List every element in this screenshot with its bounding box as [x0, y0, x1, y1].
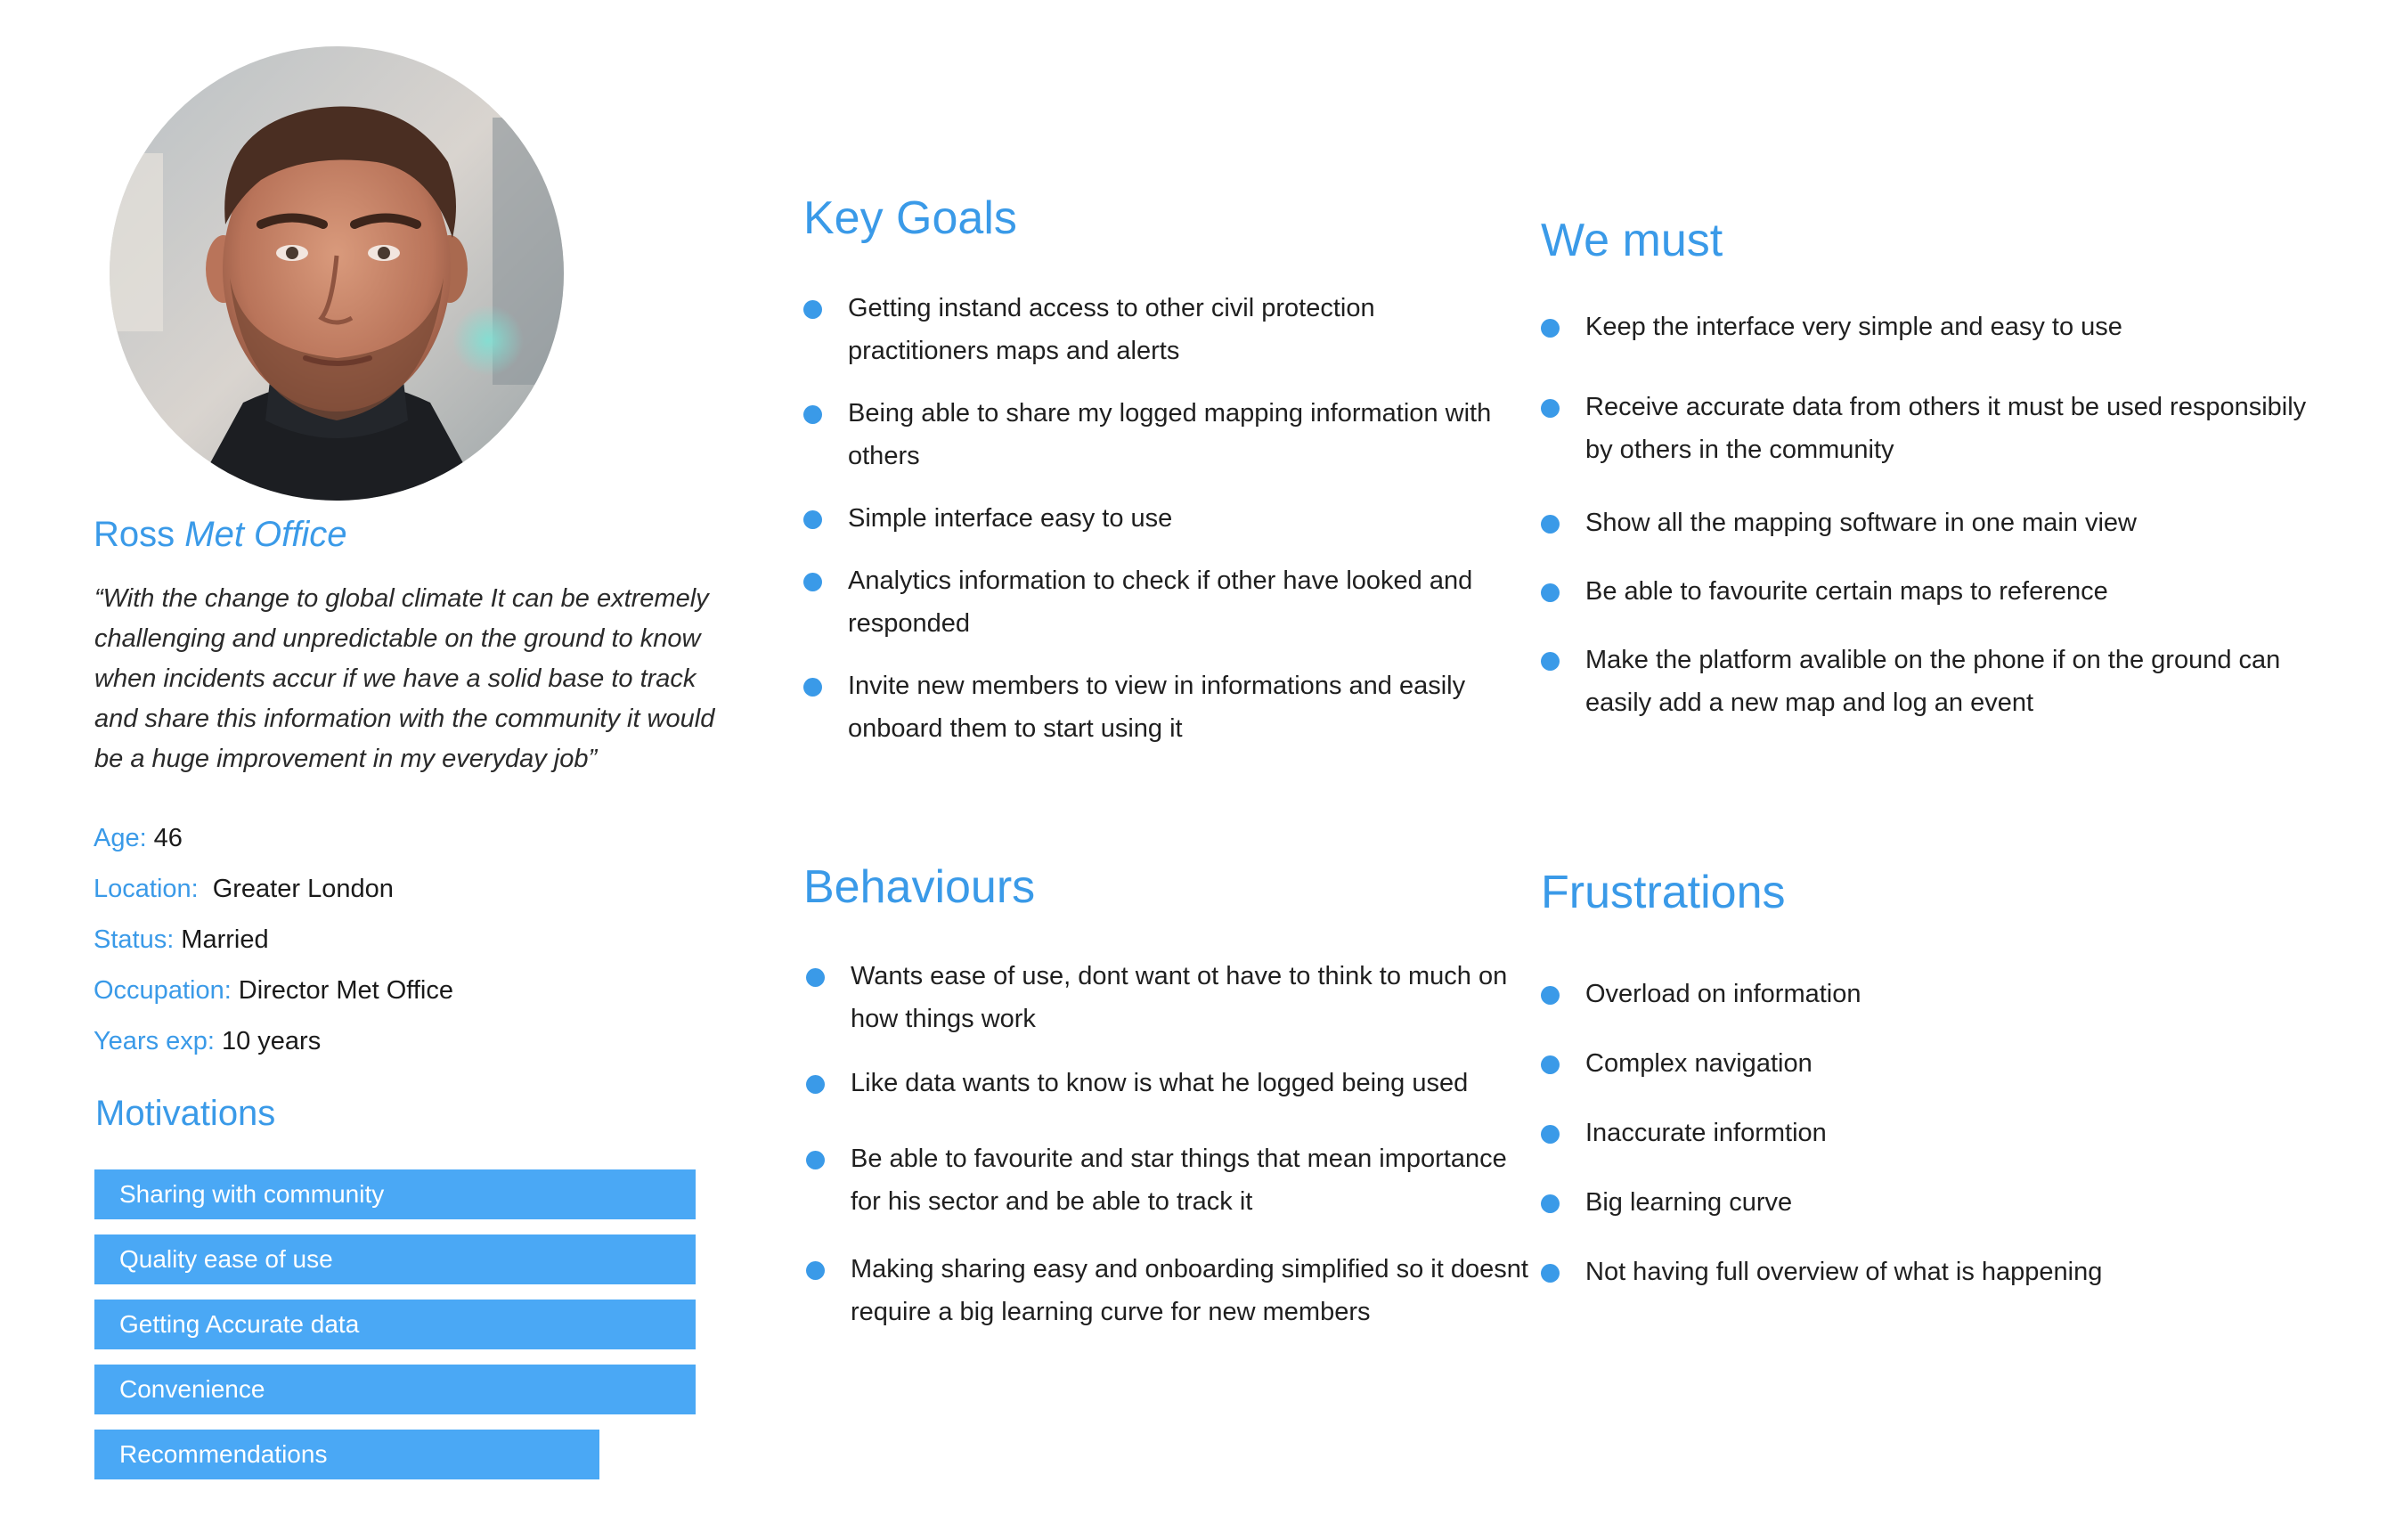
- motivation-bar: Quality ease of use: [94, 1234, 696, 1284]
- motivation-bar: Recommendations: [94, 1430, 599, 1479]
- fact-value: 46: [153, 824, 183, 852]
- list-item: Be able to favourite and star things that mean importance for his sector and be able to track it: [806, 1137, 1536, 1223]
- motivation-bars: [94, 1169, 696, 1495]
- list-item: Receive accurate data from others it must be used responsibily by others in the community: [1541, 386, 2307, 471]
- list-item: Inaccurate informtion: [1541, 1112, 2307, 1154]
- list-item: Not having full overview of what is happening: [1541, 1251, 2307, 1293]
- frustrations-title: Frustrations: [1541, 867, 1786, 918]
- list-item: Invite new members to view in informations and easily onboard them to start using it: [803, 664, 1498, 750]
- fact-label: Age:: [94, 824, 147, 852]
- motivation-bar: Getting Accurate data: [94, 1300, 696, 1349]
- motivation-bar: Sharing with community: [94, 1169, 696, 1219]
- persona-name: [94, 515, 347, 555]
- behaviours-list: [806, 955, 1536, 1333]
- fact-value: Director Met Office: [238, 976, 453, 1005]
- fact-years-exp: [94, 1027, 453, 1078]
- fact-occupation: [94, 976, 453, 1027]
- fact-value: Greater London: [212, 875, 394, 903]
- motivation-bar: Convenience: [94, 1365, 696, 1414]
- fact-label: Years exp:: [94, 1027, 215, 1055]
- key-goals-title: Key Goals: [803, 192, 1017, 244]
- list-item: Overload on information: [1541, 973, 2307, 1015]
- list-item: Like data wants to know is what he logged being used: [806, 1062, 1536, 1104]
- fact-label: Occupation:: [94, 976, 232, 1005]
- list-item: Keep the interface very simple and easy to use: [1541, 306, 2307, 348]
- list-item: Make the platform avalible on the phone if on the ground can easily add a new map and log an event: [1541, 639, 2307, 724]
- persona-quote: “With the change to global climate It can be extremely challenging and unpredictable on the ground to know when incidents accur if we have a solid base to track and share this information with the community it would be a huge improvement in my everyday job”: [94, 584, 715, 773]
- fact-age: [94, 824, 453, 875]
- we-must-title: We must: [1541, 215, 1723, 266]
- list-item: Getting instand access to other civil protection practitioners maps and alerts: [803, 287, 1498, 372]
- list-item: Being able to share my logged mapping information with others: [803, 392, 1498, 477]
- fact-label: Location:: [94, 875, 199, 903]
- list-item: Wants ease of use, dont want ot have to think to much on how things work: [806, 955, 1536, 1040]
- list-item: Making sharing easy and onboarding simplified so it doesnt require a big learning curve for new members: [806, 1248, 1536, 1333]
- frustrations-list: [1541, 973, 2307, 1320]
- list-item: Complex navigation: [1541, 1042, 2307, 1085]
- list-item: Simple interface easy to use: [803, 497, 1498, 540]
- behaviours-title: Behaviours: [803, 861, 1036, 913]
- persona-organization: Met Office: [184, 515, 347, 554]
- key-goals-list: [803, 287, 1498, 770]
- fact-value: 10 years: [221, 1027, 322, 1055]
- motivations-title: Motivations: [95, 1094, 276, 1133]
- list-item: Be able to favourite certain maps to reference: [1541, 570, 2307, 613]
- fact-value: Married: [181, 925, 269, 954]
- list-item: Analytics information to check if other have looked and responded: [803, 559, 1498, 645]
- fact-label: Status:: [94, 925, 175, 954]
- fact-status: [94, 925, 453, 976]
- persona-avatar: [110, 46, 564, 501]
- list-item: Big learning curve: [1541, 1181, 2307, 1224]
- persona-facts: [94, 824, 453, 1078]
- fact-location: [94, 875, 453, 925]
- we-must-list: [1541, 306, 2307, 724]
- persona-first-name: Ross: [94, 515, 175, 554]
- list-item: Show all the mapping software in one main view: [1541, 501, 2307, 544]
